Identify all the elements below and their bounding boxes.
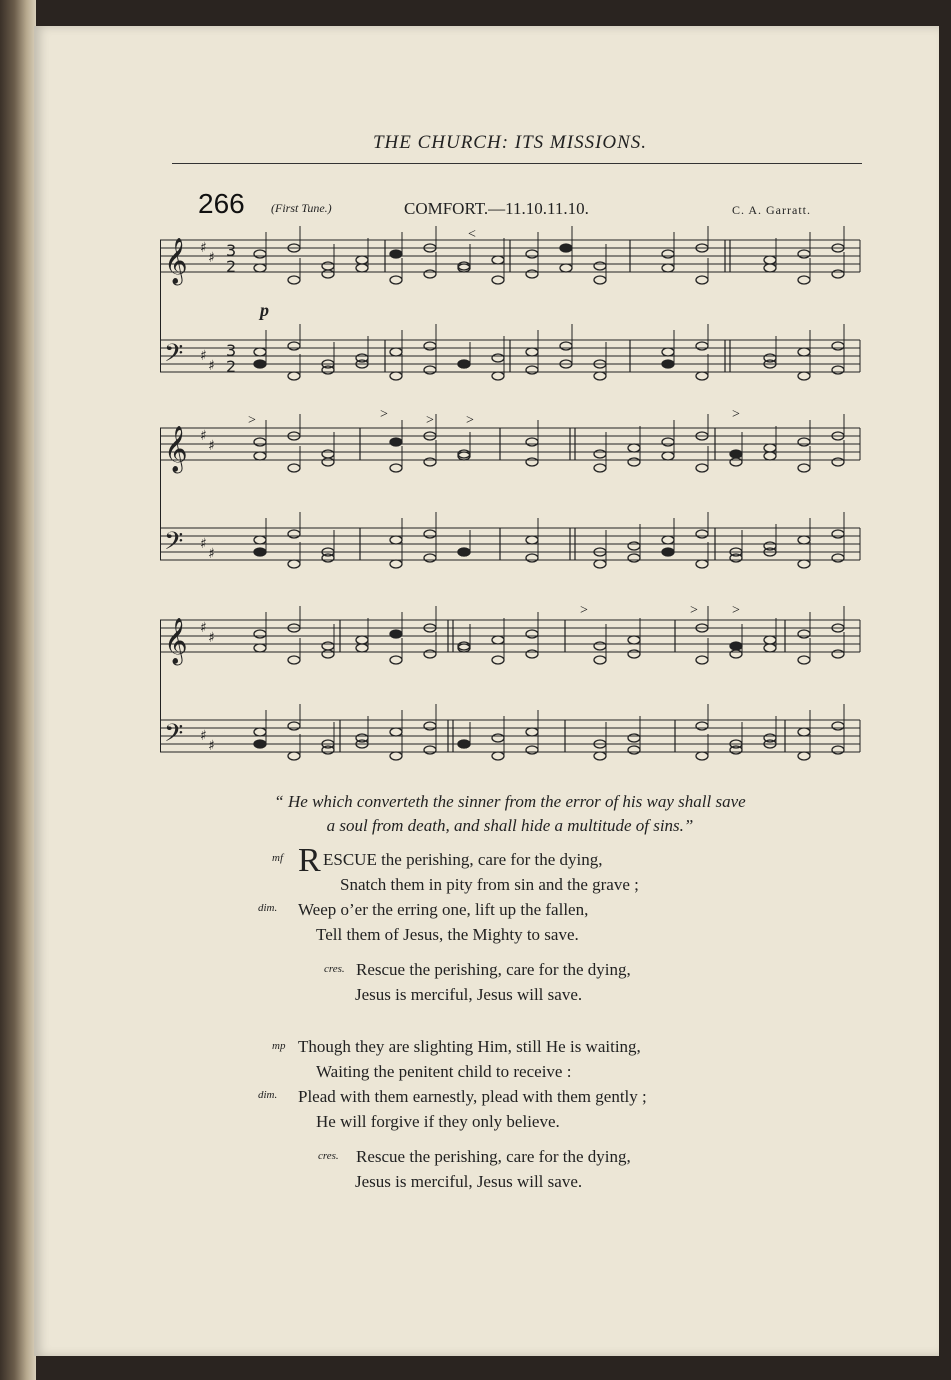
sharp-icon: ♯: [200, 348, 207, 364]
note-head: [288, 560, 300, 568]
note-head: [628, 458, 640, 466]
verse-line: Rescue the perishing, care for the dying,: [356, 1147, 631, 1166]
dynamic-marking: mp: [272, 1040, 286, 1052]
note-head: [254, 630, 266, 638]
verse-line: Rescue the perishing, care for the dying,: [356, 960, 631, 979]
note-head: [560, 264, 572, 272]
music-score: [160, 220, 870, 780]
note-head: [594, 464, 606, 472]
note-head: [356, 256, 368, 264]
note-head: [458, 450, 470, 458]
note-head: [594, 752, 606, 760]
note-head: [424, 458, 436, 466]
note-head: [662, 452, 674, 460]
dynamic-marking: mf: [272, 852, 283, 864]
note-head: [254, 728, 266, 736]
note-head: [832, 530, 844, 538]
note-head: [254, 438, 266, 446]
note-head: [458, 548, 470, 556]
note-head: [288, 276, 300, 284]
verse-line: Snatch them in pity from sin and the grave ;: [340, 875, 639, 894]
note-head: [322, 458, 334, 466]
note-head: [254, 536, 266, 544]
note-head: [798, 276, 810, 284]
note-head: [458, 264, 470, 272]
sharp-icon: ♯: [200, 240, 207, 256]
note-head: [526, 250, 538, 258]
note-head: [390, 752, 402, 760]
note-head: [356, 264, 368, 272]
note-head: [560, 244, 572, 252]
note-head: [322, 554, 334, 562]
note-head: [832, 342, 844, 350]
note-head: [492, 636, 504, 644]
note-head: [526, 348, 538, 356]
note-head: [322, 450, 334, 458]
note-head: [798, 752, 810, 760]
note-head: [356, 636, 368, 644]
note-head: [492, 752, 504, 760]
note-head: [492, 372, 504, 380]
note-head: [662, 250, 674, 258]
note-head: [526, 536, 538, 544]
note-head: [764, 264, 776, 272]
note-head: [696, 722, 708, 730]
note-head: [696, 752, 708, 760]
note-head: [730, 450, 742, 458]
note-head: [764, 256, 776, 264]
note-head: [424, 530, 436, 538]
book-spine: [0, 0, 36, 1380]
note-head: [492, 734, 504, 742]
scripture-quote: [180, 790, 840, 838]
note-head: [628, 444, 640, 452]
note-head: [492, 354, 504, 362]
note-head: [322, 270, 334, 278]
sharp-icon: ♯: [208, 546, 215, 562]
verse-line: Weep o’er the erring one, lift up the fallen,: [298, 900, 589, 919]
note-head: [254, 250, 266, 258]
note-head: [424, 650, 436, 658]
note-head: [322, 746, 334, 754]
header-rule: [172, 163, 862, 164]
sharp-icon: ♯: [200, 728, 207, 744]
treble-clef-icon: 𝄞: [164, 618, 188, 664]
note-head: [832, 366, 844, 374]
note-head: [458, 642, 470, 650]
note-head: [798, 656, 810, 664]
sharp-icon: ♯: [200, 620, 207, 636]
note-head: [526, 746, 538, 754]
drop-cap: R: [298, 842, 321, 879]
note-head: [696, 372, 708, 380]
note-head: [288, 722, 300, 730]
note-head: [696, 656, 708, 664]
note-head: [390, 536, 402, 544]
note-head: [356, 644, 368, 652]
accent-mark: >: [580, 603, 588, 618]
note-head: [254, 264, 266, 272]
first-tune-label: (First Tune.): [271, 201, 332, 215]
note-head: [390, 348, 402, 356]
dynamic-marking: cres.: [318, 1150, 339, 1162]
accent-mark: >: [248, 413, 256, 428]
note-head: [390, 560, 402, 568]
note-head: [832, 554, 844, 562]
accent-mark: >: [732, 603, 740, 618]
note-head: [254, 740, 266, 748]
sharp-icon: ♯: [200, 428, 207, 444]
note-head: [526, 728, 538, 736]
note-head: [458, 262, 470, 270]
note-head: [424, 722, 436, 730]
treble-clef-icon: 𝄞: [164, 426, 188, 472]
time-signature: 2: [226, 357, 237, 376]
note-head: [322, 366, 334, 374]
note-head: [798, 728, 810, 736]
bass-clef-icon: 𝄢: [164, 527, 184, 562]
sharp-icon: ♯: [208, 250, 215, 266]
quote-line: a soul from death, and shall hide a multitude of sins.”: [326, 816, 694, 835]
note-head: [390, 438, 402, 446]
verse-line: Jesus is merciful, Jesus will save.: [355, 1172, 583, 1191]
note-head: [798, 560, 810, 568]
accent-mark: >: [466, 413, 474, 428]
note-head: [288, 464, 300, 472]
note-head: [696, 530, 708, 538]
dynamic-marking: dim.: [258, 1089, 278, 1101]
verse-line: ESCUE the perishing, care for the dying,: [323, 850, 603, 869]
composer-name: C. A. Garratt.: [732, 203, 811, 217]
note-head: [594, 642, 606, 650]
note-head: [424, 366, 436, 374]
time-signature: 3: [226, 341, 237, 360]
note-head: [288, 656, 300, 664]
note-head: [594, 450, 606, 458]
note-head: [628, 554, 640, 562]
accent-mark: >: [426, 413, 434, 428]
note-head: [390, 630, 402, 638]
note-head: [492, 656, 504, 664]
note-head: [798, 438, 810, 446]
note-head: [696, 342, 708, 350]
time-signature: 2: [226, 257, 237, 276]
note-head: [798, 464, 810, 472]
bass-clef-icon: 𝄢: [164, 339, 184, 374]
note-head: [662, 548, 674, 556]
note-head: [254, 360, 266, 368]
note-head: [730, 746, 742, 754]
note-head: [526, 650, 538, 658]
note-head: [288, 372, 300, 380]
dynamic-piano: p: [260, 300, 269, 320]
page-header: THE CHURCH: ITS MISSIONS.: [372, 132, 648, 153]
sharp-icon: ♯: [208, 738, 215, 754]
note-head: [526, 630, 538, 638]
note-head: [560, 342, 572, 350]
note-head: [458, 740, 470, 748]
note-head: [594, 656, 606, 664]
note-head: [254, 348, 266, 356]
note-head: [322, 650, 334, 658]
note-head: [254, 452, 266, 460]
note-head: [288, 342, 300, 350]
note-head: [628, 650, 640, 658]
sharp-icon: ♯: [208, 358, 215, 374]
note-head: [390, 464, 402, 472]
note-head: [764, 644, 776, 652]
note-head: [832, 270, 844, 278]
note-head: [628, 734, 640, 742]
bass-clef-icon: 𝄢: [164, 719, 184, 754]
accent-mark: >: [732, 407, 740, 422]
tune-name: COMFORT.—11.10.11.10.: [404, 199, 589, 218]
note-head: [526, 438, 538, 446]
time-signature: 3: [226, 241, 237, 260]
sharp-icon: ♯: [208, 630, 215, 646]
note-head: [832, 650, 844, 658]
note-head: [594, 262, 606, 270]
note-head: [798, 250, 810, 258]
note-head: [424, 746, 436, 754]
note-head: [628, 746, 640, 754]
note-head: [322, 642, 334, 650]
note-head: [526, 270, 538, 278]
verse-line: Waiting the penitent child to receive :: [316, 1062, 572, 1081]
note-head: [254, 548, 266, 556]
note-head: [526, 366, 538, 374]
verse-line: He will forgive if they only believe.: [316, 1112, 560, 1131]
note-head: [662, 438, 674, 446]
note-head: [662, 264, 674, 272]
note-head: [798, 348, 810, 356]
note-head: [526, 554, 538, 562]
verse-line: Plead with them earnestly, plead with them gently ;: [298, 1087, 647, 1106]
note-head: [322, 262, 334, 270]
sharp-icon: ♯: [200, 536, 207, 552]
note-head: [594, 372, 606, 380]
note-head: [594, 560, 606, 568]
quote-line: “ He which converteth the sinner from the error of his way shall save: [274, 792, 746, 811]
note-head: [628, 636, 640, 644]
note-head: [662, 536, 674, 544]
note-head: [492, 256, 504, 264]
note-head: [526, 458, 538, 466]
note-head: [730, 458, 742, 466]
note-head: [662, 348, 674, 356]
note-head: [696, 560, 708, 568]
note-head: [730, 642, 742, 650]
verse-line: Though they are slighting Him, still He is waiting,: [298, 1037, 641, 1056]
note-head: [798, 630, 810, 638]
note-head: [424, 270, 436, 278]
sharp-icon: ♯: [208, 438, 215, 454]
note-head: [662, 360, 674, 368]
note-head: [832, 722, 844, 730]
note-head: [594, 276, 606, 284]
note-head: [390, 276, 402, 284]
note-head: [628, 542, 640, 550]
note-head: [730, 650, 742, 658]
note-head: [390, 656, 402, 664]
hymn-number: 266: [198, 188, 245, 219]
note-head: [390, 728, 402, 736]
crescendo-mark: <: [468, 227, 476, 242]
note-head: [424, 554, 436, 562]
note-head: [288, 530, 300, 538]
accent-mark: >: [690, 603, 698, 618]
note-head: [390, 250, 402, 258]
note-head: [696, 276, 708, 284]
note-head: [254, 644, 266, 652]
note-head: [458, 452, 470, 460]
accent-mark: >: [380, 407, 388, 422]
note-head: [458, 644, 470, 652]
treble-clef-icon: 𝄞: [164, 238, 188, 284]
dynamic-marking: cres.: [324, 963, 345, 975]
note-head: [832, 458, 844, 466]
note-head: [764, 452, 776, 460]
note-head: [492, 276, 504, 284]
note-head: [730, 554, 742, 562]
note-head: [288, 752, 300, 760]
dynamic-marking: dim.: [258, 902, 278, 914]
note-head: [798, 372, 810, 380]
note-head: [764, 444, 776, 452]
note-head: [832, 746, 844, 754]
note-head: [390, 372, 402, 380]
note-head: [798, 536, 810, 544]
note-head: [764, 636, 776, 644]
verse-line: Tell them of Jesus, the Mighty to save.: [316, 925, 579, 944]
note-head: [424, 342, 436, 350]
verse-line: Jesus is merciful, Jesus will save.: [355, 985, 583, 1004]
note-head: [696, 464, 708, 472]
note-head: [458, 360, 470, 368]
